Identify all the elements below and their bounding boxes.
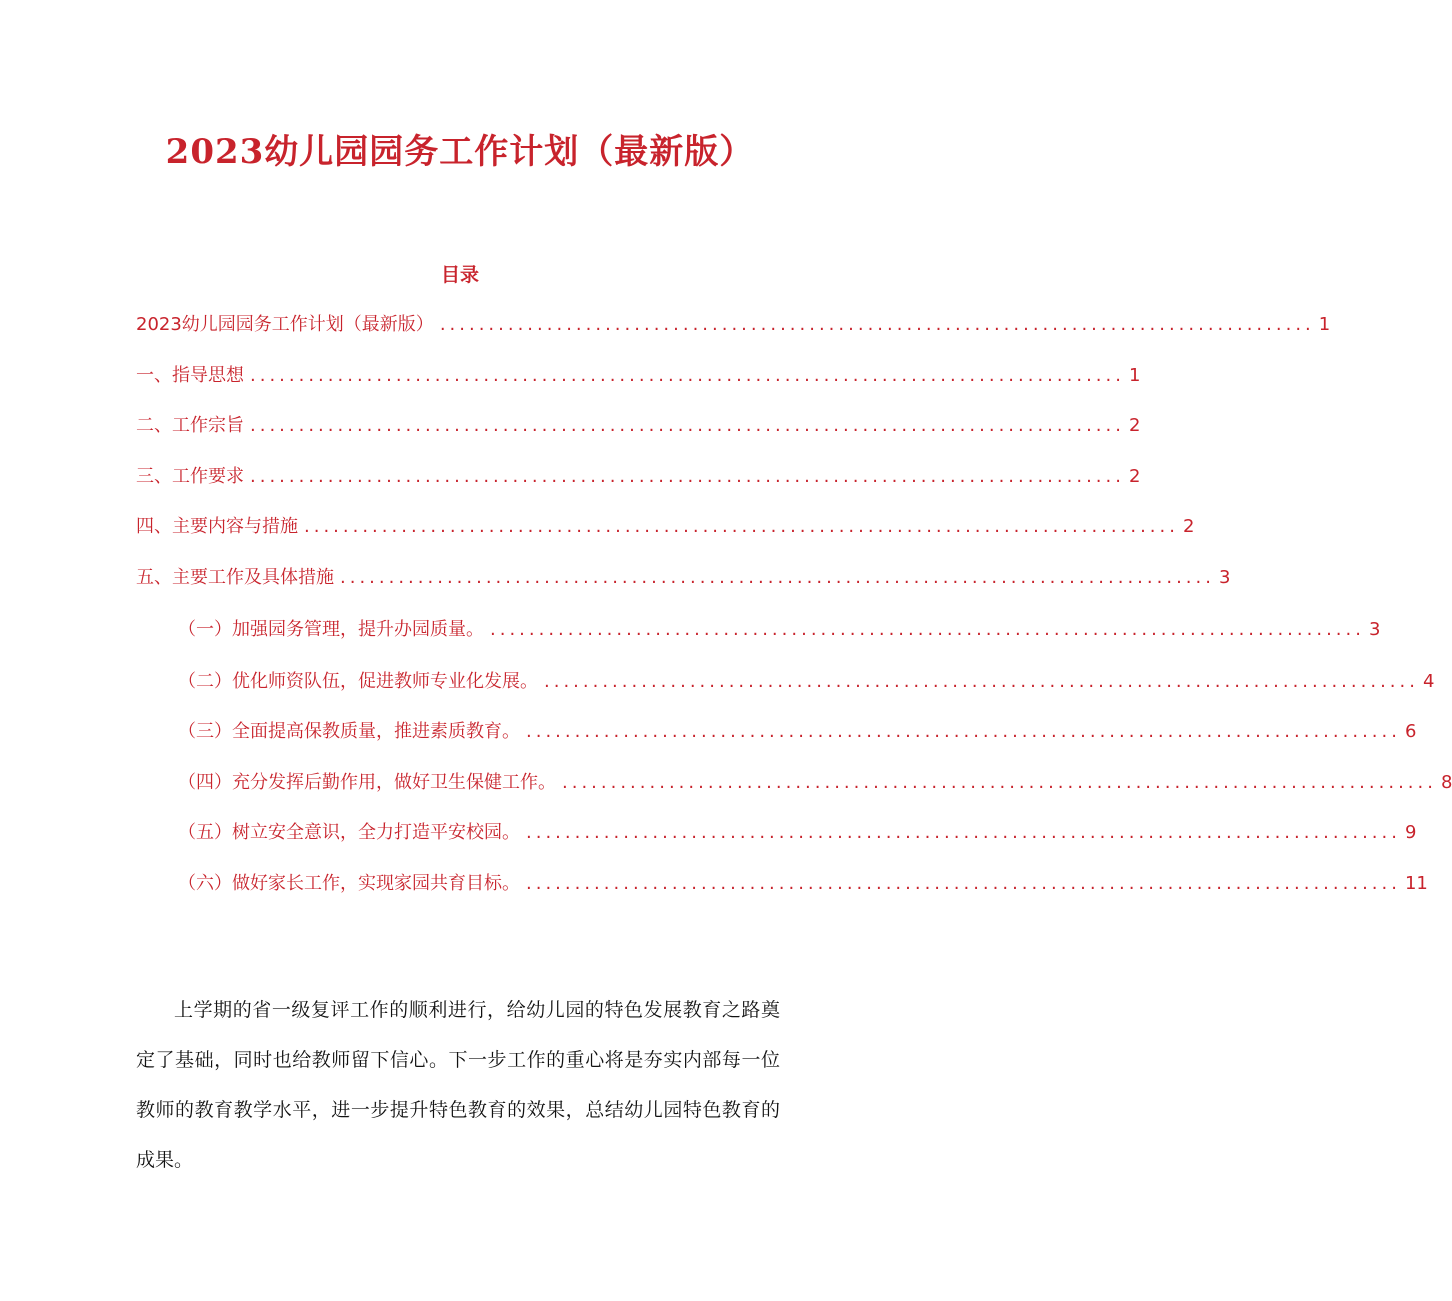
toc-entry[interactable] <box>136 412 1141 440</box>
toc-page-number: 4 <box>1422 671 1435 692</box>
toc-dot-leader: .......................................................................................... <box>562 772 1437 793</box>
toc-entry-label: （一）加强园务管理，提升办园质量。 <box>178 619 484 640</box>
toc-entry-label: 五、主要工作及具体措施 <box>136 567 334 588</box>
toc-page-number: 1 <box>1128 365 1141 386</box>
toc-dot-leader: .......................................................................................... <box>526 873 1401 894</box>
toc-dot-leader: .......................................................................................... <box>340 567 1215 588</box>
toc-page-number: 1 <box>1318 314 1331 335</box>
toc-dot-leader: .......................................................................................... <box>439 314 1315 335</box>
toc-dot-leader: .......................................................................................... <box>526 721 1401 742</box>
toc-entry[interactable] <box>136 311 1331 339</box>
toc-entry[interactable] <box>178 870 1428 898</box>
toc-entry[interactable] <box>136 564 1231 592</box>
toc-dot-leader: .......................................................................................... <box>250 365 1125 386</box>
toc-dot-leader: .......................................................................................... <box>250 466 1125 487</box>
toc-entry-label: （四）充分发挥后勤作用，做好卫生保健工作。 <box>178 772 556 793</box>
toc-dot-leader: .......................................................................................... <box>526 822 1401 843</box>
toc-entry-label: （三）全面提高保教质量，推进素质教育。 <box>178 721 520 742</box>
toc-entry[interactable] <box>136 463 1141 491</box>
toc-entry-label: 四、主要内容与措施 <box>136 516 298 537</box>
toc-entry-label: 2023幼儿园园务工作计划（最新版） <box>136 314 434 335</box>
toc-entry-label: 一、指导思想 <box>136 365 244 386</box>
toc-page-number: 2 <box>1182 516 1195 537</box>
toc-entry-label: （六）做好家长工作，实现家园共育目标。 <box>178 873 520 894</box>
toc-entry-label: （五）树立安全意识，全力打造平安校园。 <box>178 822 520 843</box>
toc-page-number: 3 <box>1368 619 1381 640</box>
toc-entry[interactable] <box>136 513 1195 541</box>
toc-entry[interactable] <box>178 819 1417 847</box>
toc-entry[interactable] <box>178 668 1435 696</box>
toc-entry-label: 二、工作宗旨 <box>136 415 244 436</box>
toc-page-number: 2 <box>1128 415 1141 436</box>
toc-page-number: 2 <box>1128 466 1141 487</box>
toc-page-number: 11 <box>1404 873 1428 894</box>
toc-dot-leader: .......................................................................................... <box>250 415 1125 436</box>
toc-entry[interactable] <box>178 718 1417 746</box>
toc-entry[interactable] <box>136 362 1141 390</box>
toc-dot-leader: .......................................................................................... <box>304 516 1179 537</box>
document-title: 2023幼儿园园务工作计划（最新版） <box>165 132 755 172</box>
intro-paragraph: 上学期的省一级复评工作的顺利进行，给幼儿园的特色发展教育之路奠定了基础，同时也给教师留下信心。下一步工作的重心将是夯实内部每一位教师的教育教学水平，进一步提升特色教育的效果，总结幼儿园特色教育的成果。 <box>136 999 780 1171</box>
toc-dot-leader: .......................................................................................... <box>544 671 1419 692</box>
toc-page-number: 8 <box>1440 772 1452 793</box>
toc-page-number: 3 <box>1218 567 1231 588</box>
toc-entry[interactable] <box>178 769 1452 797</box>
toc-dot-leader: .......................................................................................... <box>490 619 1365 640</box>
toc-entry-label: （二）优化师资队伍，促进教师专业化发展。 <box>178 671 538 692</box>
toc-page-number: 6 <box>1404 721 1417 742</box>
toc-entry[interactable] <box>178 616 1381 644</box>
toc-page-number: 9 <box>1404 822 1417 843</box>
toc-entry-label: 三、工作要求 <box>136 466 244 487</box>
toc-heading: 目录 <box>440 264 479 286</box>
